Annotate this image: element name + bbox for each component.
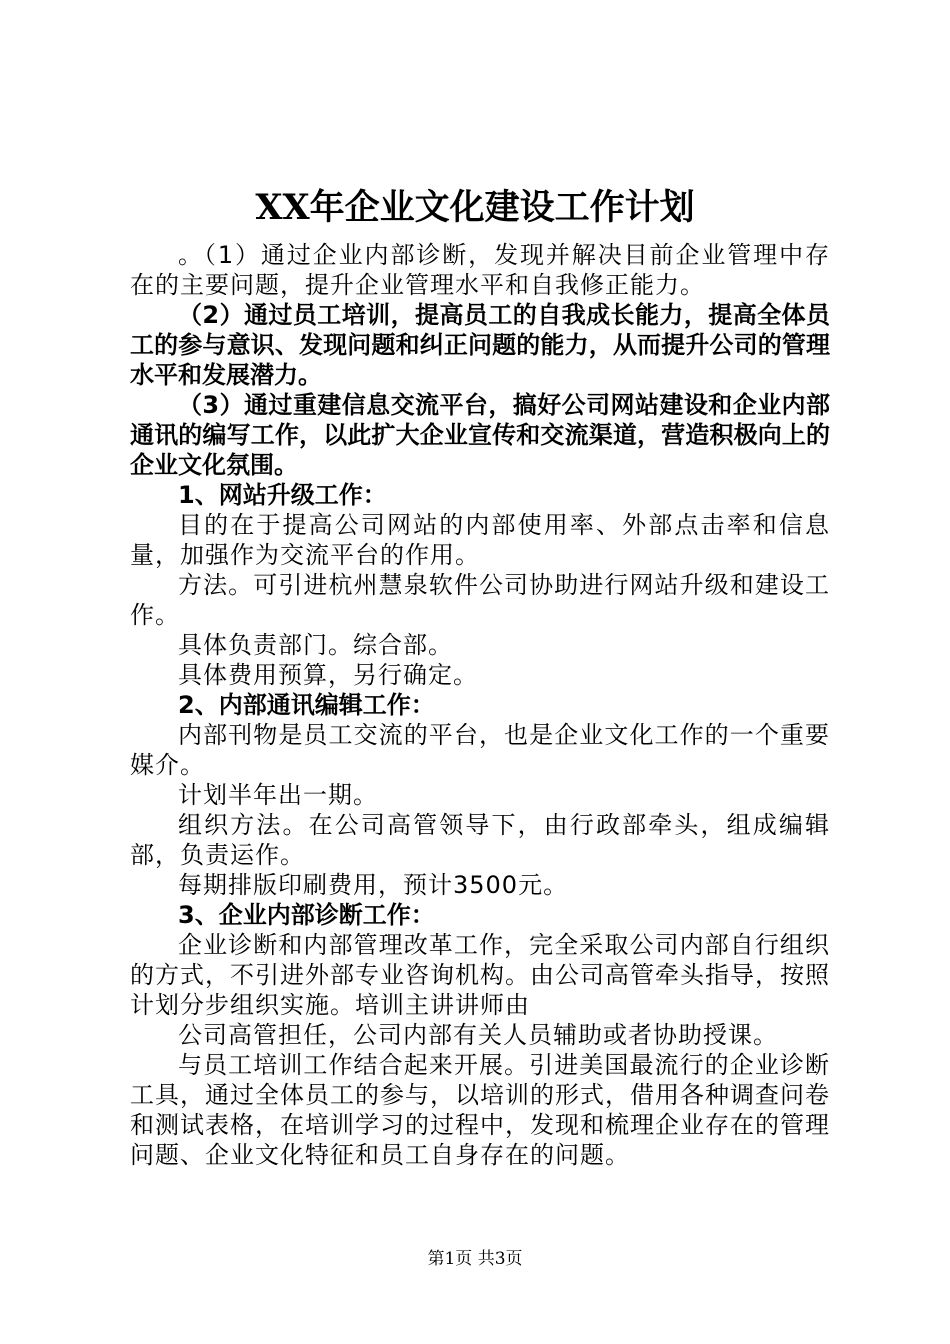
section-heading-diagnosis: 3、企业内部诊断工作： xyxy=(178,901,435,929)
paragraph-diagnosis-approach: 企业诊断和内部管理改革工作，完全采取公司内部自行组织的方式，不引进外部专业咨询机构。由公司高管牵头指导，按照计划分步组织实施。培训主讲讲师由 xyxy=(130,931,830,1019)
paragraph-goal-1: 。（1）通过企业内部诊断，发现并解决目前企业管理中存在的主要问题，提升企业管理水平和自我修正能力。 xyxy=(130,241,830,299)
section-heading-website: 1、网站升级工作： xyxy=(178,481,387,509)
paragraph-website-purpose: 目的在于提高公司网站的内部使用率、外部点击率和信息量，加强作为交流平台的作用。 xyxy=(130,511,830,569)
document-body xyxy=(130,240,830,1170)
document-title: XX年企业文化建设工作计划 xyxy=(255,187,695,228)
paragraph-newsletter-organization: 组织方法。在公司高管领导下，由行政部牵头，组成编辑部，负责运作。 xyxy=(130,811,830,869)
paragraph-diagnosis-teachers: 公司高管担任，公司内部有关人员辅助或者协助授课。 xyxy=(178,1021,778,1049)
paragraph-diagnosis-training: 与员工培训工作结合起来开展。引进美国最流行的企业诊断工具，通过全体员工的参与，以培训的形式，借用各种调查问卷和测试表格，在培训学习的过程中，发现和梳理企业存在的管理问题、企业文化特征和员工自身存在的问题。 xyxy=(130,1051,830,1169)
paragraph-newsletter-cost: 每期排版印刷费用，预计3500元。 xyxy=(178,871,569,899)
paragraph-goal-3: （3）通过重建信息交流平台，搞好公司网站建设和企业内部通讯的编写工作，以此扩大企业宣传和交流渠道，营造积极向上的企业文化氛围。 xyxy=(130,391,830,479)
paragraph-newsletter-frequency: 计划半年出一期。 xyxy=(178,781,378,809)
section-heading-newsletter: 2、内部通讯编辑工作： xyxy=(178,691,435,719)
paragraph-website-department: 具体负责部门。综合部。 xyxy=(178,631,453,659)
paragraph-goal-2: （2）通过员工培训，提高员工的自我成长能力，提高全体员工的参与意识、发现问题和纠正问题的能力，从而提升公司的管理水平和发展潜力。 xyxy=(130,301,830,389)
page-footer: 第1页 共3页 xyxy=(427,1249,523,1269)
paragraph-newsletter-intro: 内部刊物是员工交流的平台，也是企业文化工作的一个重要媒介。 xyxy=(130,721,830,779)
paragraph-website-method: 方法。可引进杭州慧泉软件公司协助进行网站升级和建设工作。 xyxy=(130,571,830,629)
paragraph-website-budget: 具体费用预算，另行确定。 xyxy=(178,661,478,689)
